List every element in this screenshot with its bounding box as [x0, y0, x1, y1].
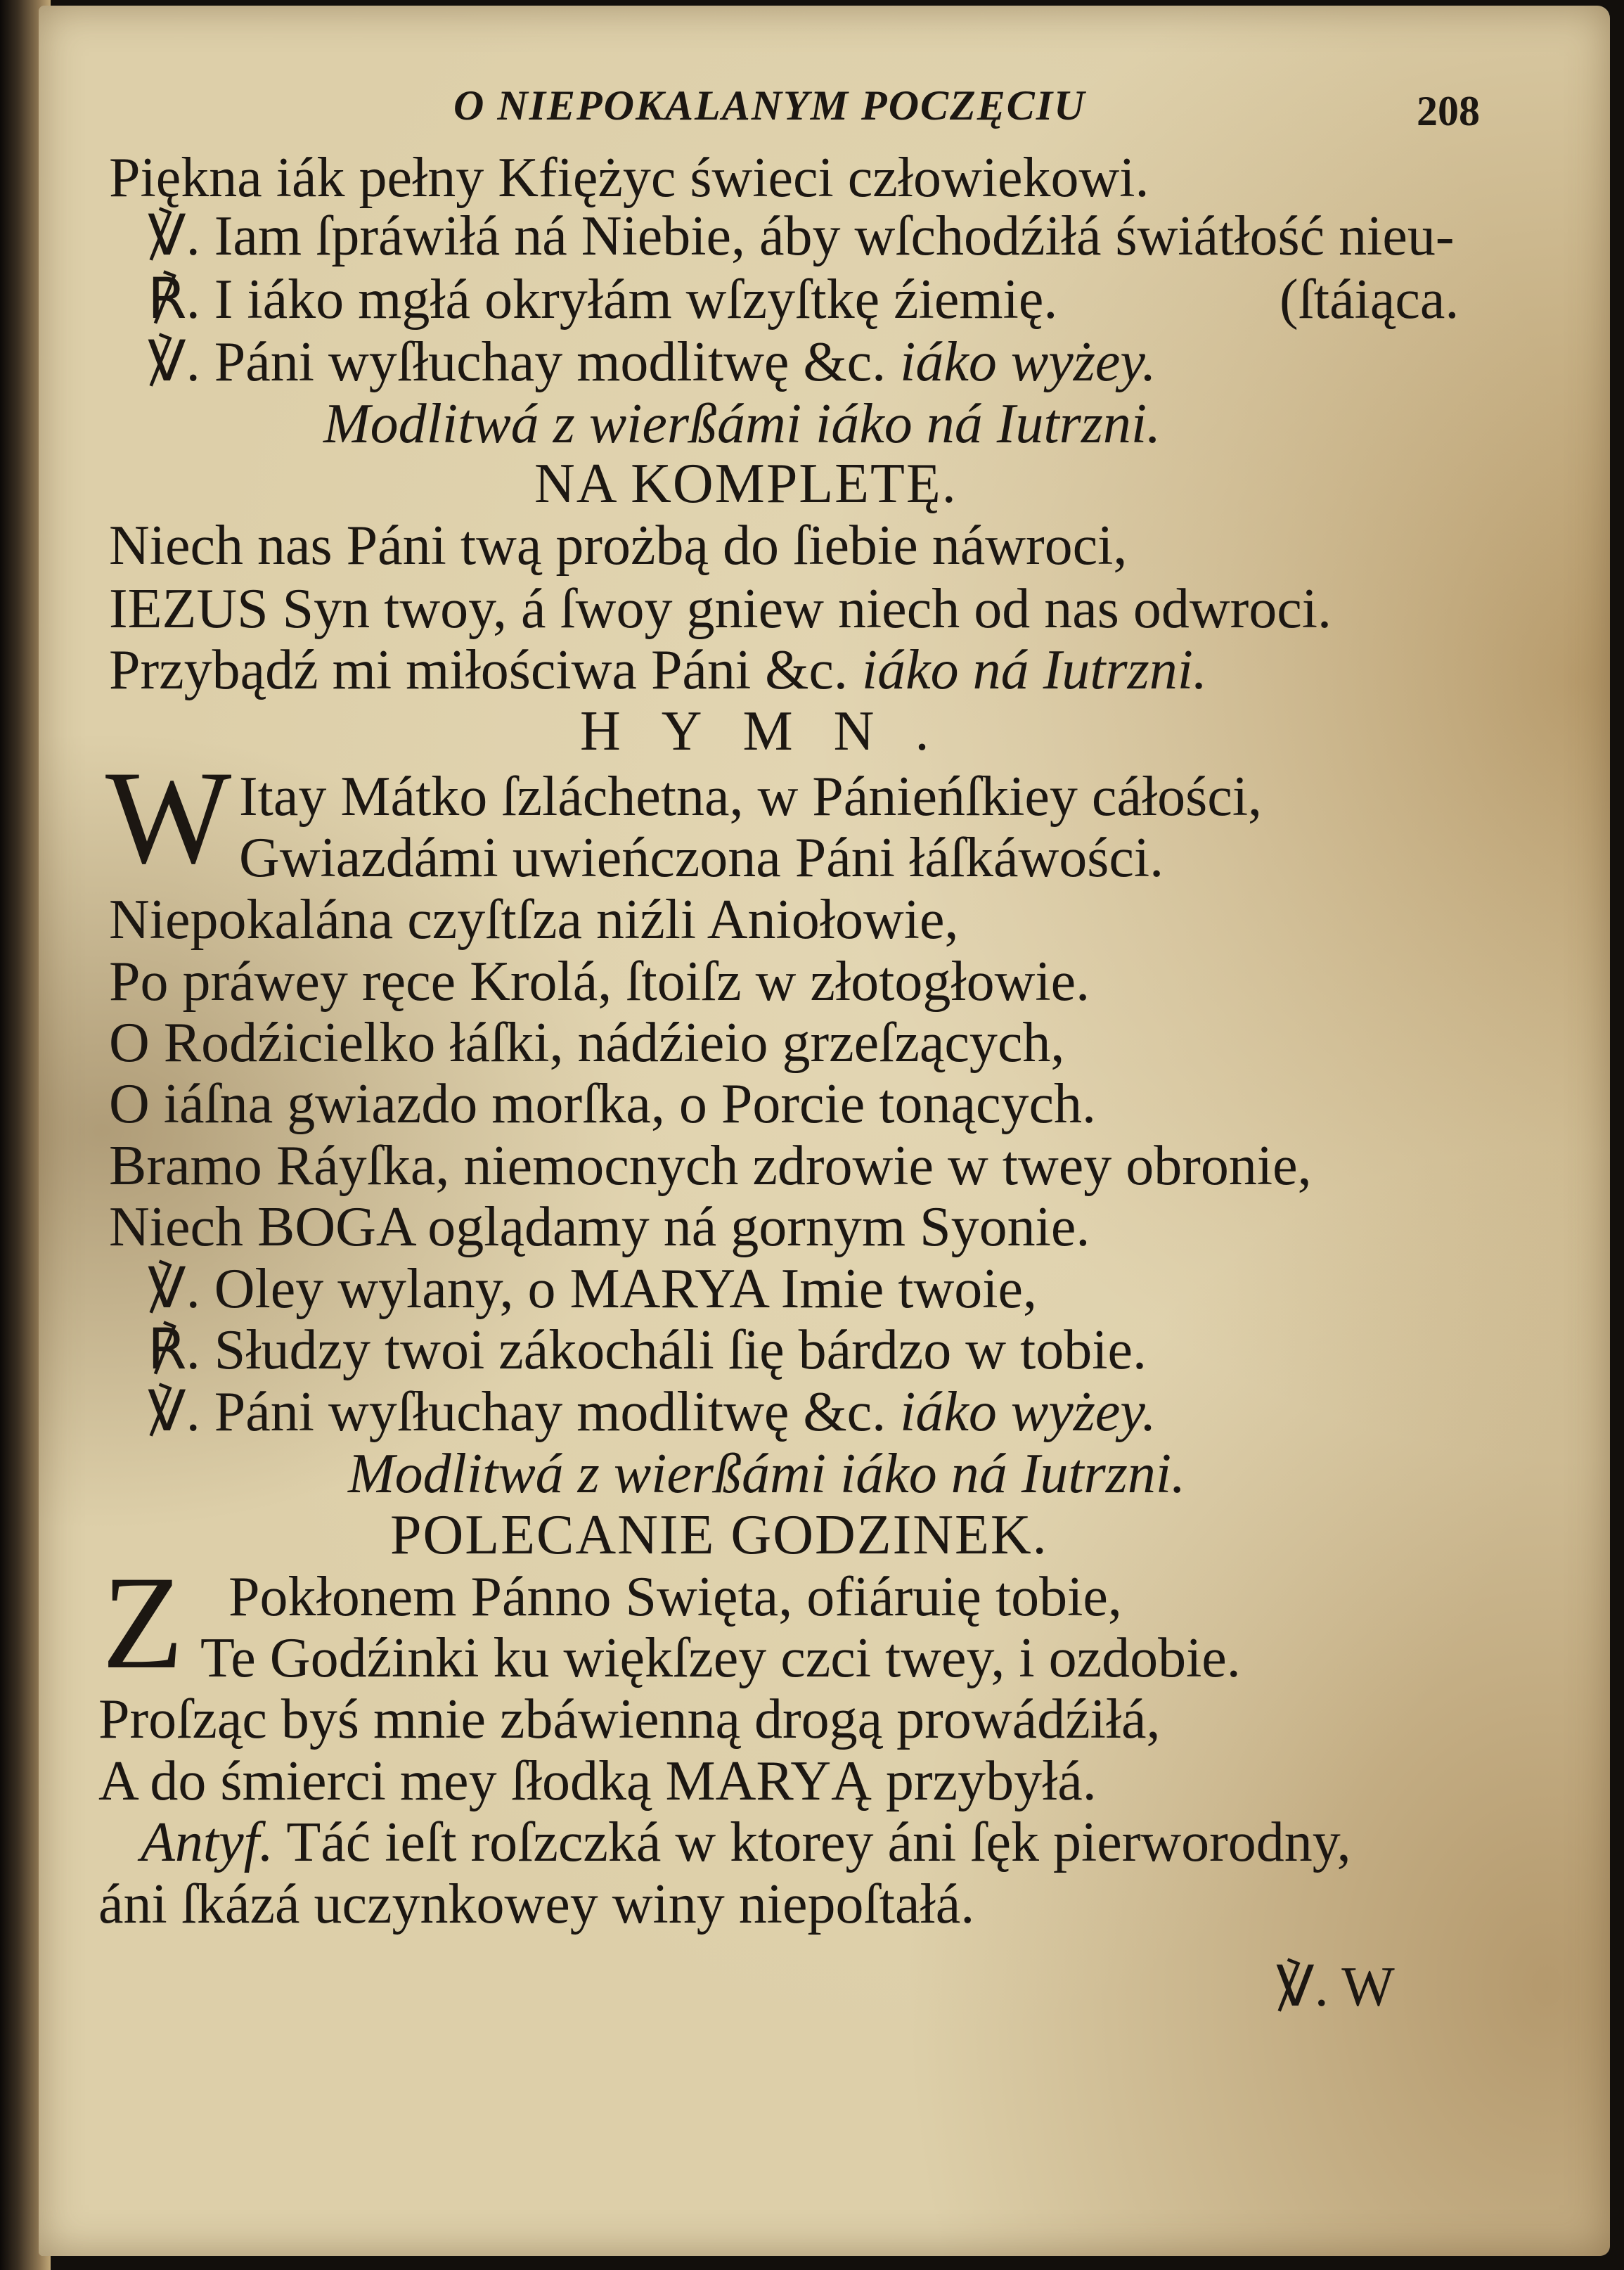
rubric-line: Modlitwá z wierßámi iáko ná Iutrzni.	[323, 393, 1161, 455]
text-line: IEZUS Syn twoy, á ſwoy gniew niech od nas odwroci.	[109, 578, 1332, 640]
versicle-line: ℣. Páni wyſłuchay modlitwę &c. iáko wyżey.	[148, 1381, 1156, 1443]
hymn-line: Gwiazdámi uwieńczona Páni łáſkáwości.	[239, 827, 1164, 889]
prayer-line: Te Godźinki ku więkſzey czci twey, i ozdobie.	[200, 1627, 1241, 1689]
versicle-line: ℣. Páni wyſłuchay modlitwę &c. iáko wyżey.	[148, 331, 1156, 393]
running-head: O NIEPOKALANYM POCZĘCIU	[453, 82, 1086, 129]
rubric-line: Modlitwá z wierßámi iáko ná Iutrzni.	[348, 1443, 1186, 1505]
hymn-line: O Rodźicielko łáſki, nádźieio grzeſzących,	[109, 1012, 1065, 1074]
text-line: Niech nas Páni twą prożbą do ſiebie náwroci,	[109, 515, 1128, 577]
hymn-line: Po práwey ręce Krolá, ſtoiſz w złotogłowie.	[109, 951, 1090, 1013]
hymn-line: Itay Mátko ſzláchetna, w Pánieńſkiey cáłości,	[239, 766, 1263, 828]
hymn-line: O iáſna gwiazdo morſka, o Porcie tonących.	[109, 1073, 1096, 1135]
drop-cap-z: Z	[102, 1549, 184, 1697]
prayer-line: Pokłonem Pánno Swięta, ofiáruię tobie,	[228, 1566, 1122, 1628]
response-line: ℟. I iáko mgłá okryłám wſzyſtkę źiemię.	[148, 269, 1058, 331]
antiphon-line: áni ſkázá uczynkowey winy niepoſtałá.	[98, 1873, 975, 1935]
section-heading: NA KOMPLETĘ.	[534, 453, 958, 515]
antiphon-line: Antyf. Táć ieſt roſzczká w ktorey áni ſęk pierworodny,	[141, 1811, 1351, 1873]
text-line: Przybądź mi miłościwa Páni &c. iáko ná Iutrzni.	[109, 639, 1207, 701]
prayer-line: Proſząc byś mnie zbáwienną drogą prowádźiłá,	[98, 1688, 1161, 1750]
book-page	[39, 6, 1610, 2256]
hymn-line: Niepokalána czyſtſza niźli Aniołowie,	[109, 889, 959, 951]
prayer-line: A do śmierci mey ſłodką MARYĄ przybyłá.	[98, 1750, 1097, 1812]
hymn-line: Niech BOGA oglądamy ná gornym Syonie.	[109, 1196, 1090, 1258]
catchword: ℣. W	[1276, 1956, 1395, 2018]
versicle-line: ℣. Iam ſpráwiłá ná Niebie, áby wſchodźiłá świátłość nieu-	[148, 205, 1455, 267]
section-heading: POLECANIE GODZINEK.	[390, 1504, 1048, 1566]
text-line: Piękna iák pełny Kfiężyc świeci człowiekowi.	[109, 147, 1149, 209]
drop-cap-w: W	[105, 744, 232, 892]
page-number: 208	[1417, 88, 1480, 134]
text-line-tail: (ſtáiąca.	[1280, 269, 1459, 331]
hymn-line: Bramo Ráyſka, niemocnych zdrowie w twey obronie,	[109, 1135, 1312, 1197]
versicle-line: ℣. Oley wylany, o MARYA Imie twoie,	[148, 1258, 1037, 1320]
hymn-heading: HYMN.	[580, 700, 970, 762]
response-line: ℟. Słudzy twoi zákocháli ſię bárdzo w tobie.	[148, 1319, 1147, 1381]
